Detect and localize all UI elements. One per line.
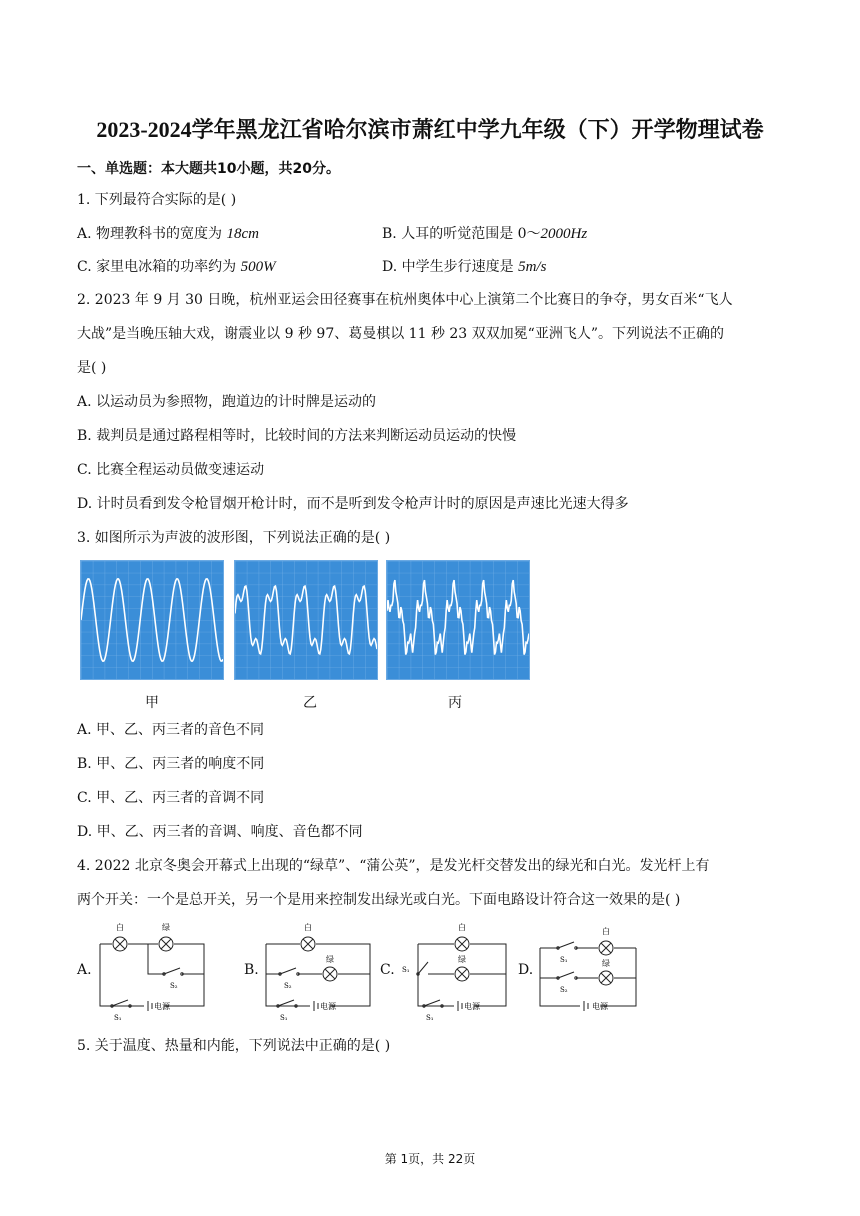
question-2-stem-line3: 是( ) — [77, 360, 107, 376]
lamp-label-green: 绿 — [326, 955, 334, 964]
waveform-jia — [80, 560, 224, 680]
q4-option-b-label[interactable]: B. — [244, 962, 259, 978]
power-label: 电源 — [154, 1002, 170, 1011]
waveform-label-jia: 甲 — [145, 695, 159, 711]
q1-option-a-math: 18cm — [226, 226, 259, 242]
q1-option-c-math: 500W — [240, 259, 276, 275]
power-label: 电源 — [320, 1002, 336, 1011]
q1-option-d-math: 5m/s — [518, 259, 547, 275]
question-4-stem-line1: 4. 2022 北京冬奥会开幕式上出现的“绿草”、“蒲公英”，是发光杆交替发出的绿光和白光。发光杆上有 — [77, 858, 710, 874]
q1-option-b-text: B. 人耳的听觉范围是 0～ — [382, 226, 541, 242]
power-label: 电源 — [592, 1002, 608, 1011]
q4-option-c-label[interactable]: C. — [380, 962, 395, 978]
page-title: 2023-2024学年黑龙江省哈尔滨市萧红中学九年级（下）开学物理试卷 — [96, 117, 764, 142]
question-5-stem: 5. 关于温度、热量和内能，下列说法中正确的是( ) — [77, 1038, 391, 1054]
q1-option-a[interactable] — [77, 224, 259, 244]
question-3-stem: 3. 如图所示为声波的波形图，下列说法正确的是( ) — [77, 530, 391, 546]
switch-label-s1: S₁ — [280, 1014, 288, 1022]
q3-option-a[interactable]: A. 甲、乙、丙三者的音色不同 — [77, 722, 265, 738]
q1-option-b-math: 2000Hz — [540, 226, 588, 242]
lamp-label-white: 白 — [304, 923, 312, 932]
question-4-stem-line2: 两个开关：一个是总开关，另一个是用来控制发出绿光或白光。下面电路设计符合这一效果的是( ) — [77, 892, 681, 908]
q1-option-d-text: D. 中学生步行速度是 — [382, 259, 519, 275]
circuit-diagram-c — [398, 918, 510, 1022]
q1-option-c-text: C. 家里电冰箱的功率约为 — [77, 259, 241, 275]
q3-option-b[interactable]: B. 甲、乙、丙三者的响度不同 — [77, 756, 265, 772]
q1-option-b[interactable] — [382, 224, 587, 244]
q2-option-c[interactable]: C. 比赛全程运动员做变速运动 — [77, 462, 265, 478]
question-2-stem-line2: 大战”是当晚压轴大戏，谢震业以 9 秒 97、葛曼棋以 11 秒 23 双双加冕“亚洲飞人”。下列说法不正确的 — [77, 326, 724, 342]
waveform-label-yi: 乙 — [303, 695, 317, 711]
waveform-yi — [234, 560, 378, 680]
q2-option-b[interactable]: B. 裁判员是通过路程相等时，比较时间的方法来判断运动员运动的快慢 — [77, 428, 517, 444]
circuit-diagram-a — [96, 918, 208, 1022]
q3-option-c[interactable]: C. 甲、乙、丙三者的音调不同 — [77, 790, 265, 806]
q4-option-a-label[interactable]: A. — [77, 962, 92, 978]
switch-label-s1: S₁ — [114, 1014, 122, 1022]
switch-label-s1: S₁ — [402, 966, 410, 974]
lamp-label-white: 白 — [458, 923, 466, 932]
question-1-stem: 1. 下列最符合实际的是( ) — [77, 192, 237, 208]
switch-label-s1: S₁ — [560, 956, 568, 964]
question-2-stem-line1: 2. 2023 年 9 月 30 日晚，杭州亚运会田径赛事在杭州奥体中心上演第二个比赛日的争夺，男女百米“飞人 — [77, 292, 733, 308]
q3-option-d[interactable]: D. 甲、乙、丙三者的音调、响度、音色都不同 — [77, 824, 363, 840]
lamp-label-green: 绿 — [602, 959, 610, 968]
lamp-label-white: 白 — [116, 923, 124, 932]
section-heading: 一、单选题：本大题共10小题，共20分。 — [77, 161, 340, 177]
q2-option-d[interactable]: D. 计时员看到发令枪冒烟开枪计时，而不是听到发令枪声计时的原因是声速比光速大得多 — [77, 496, 629, 512]
lamp-label-green: 绿 — [458, 955, 466, 964]
switch-label-s2: S₂ — [170, 982, 178, 990]
q1-option-c[interactable] — [77, 257, 276, 277]
page-footer: 第 1页，共 22页 — [384, 1152, 476, 1166]
waveform-bing — [386, 560, 530, 680]
circuit-diagram-b — [262, 918, 374, 1022]
power-label: 电源 — [464, 1002, 480, 1011]
q4-option-d-label[interactable]: D. — [518, 962, 534, 978]
switch-label-s2: S₂ — [560, 986, 568, 994]
q1-option-d[interactable] — [382, 257, 546, 277]
waveform-label-bing: 丙 — [448, 695, 462, 711]
lamp-label-white: 白 — [602, 927, 610, 936]
lamp-label-green: 绿 — [162, 923, 170, 932]
switch-label-s1: S₁ — [426, 1014, 434, 1022]
circuit-diagram-d — [536, 918, 648, 1022]
q1-option-a-text: A. 物理教科书的宽度为 — [77, 226, 227, 242]
q2-option-a[interactable]: A. 以运动员为参照物，跑道边的计时牌是运动的 — [77, 394, 377, 410]
switch-label-s2: S₂ — [284, 982, 292, 990]
